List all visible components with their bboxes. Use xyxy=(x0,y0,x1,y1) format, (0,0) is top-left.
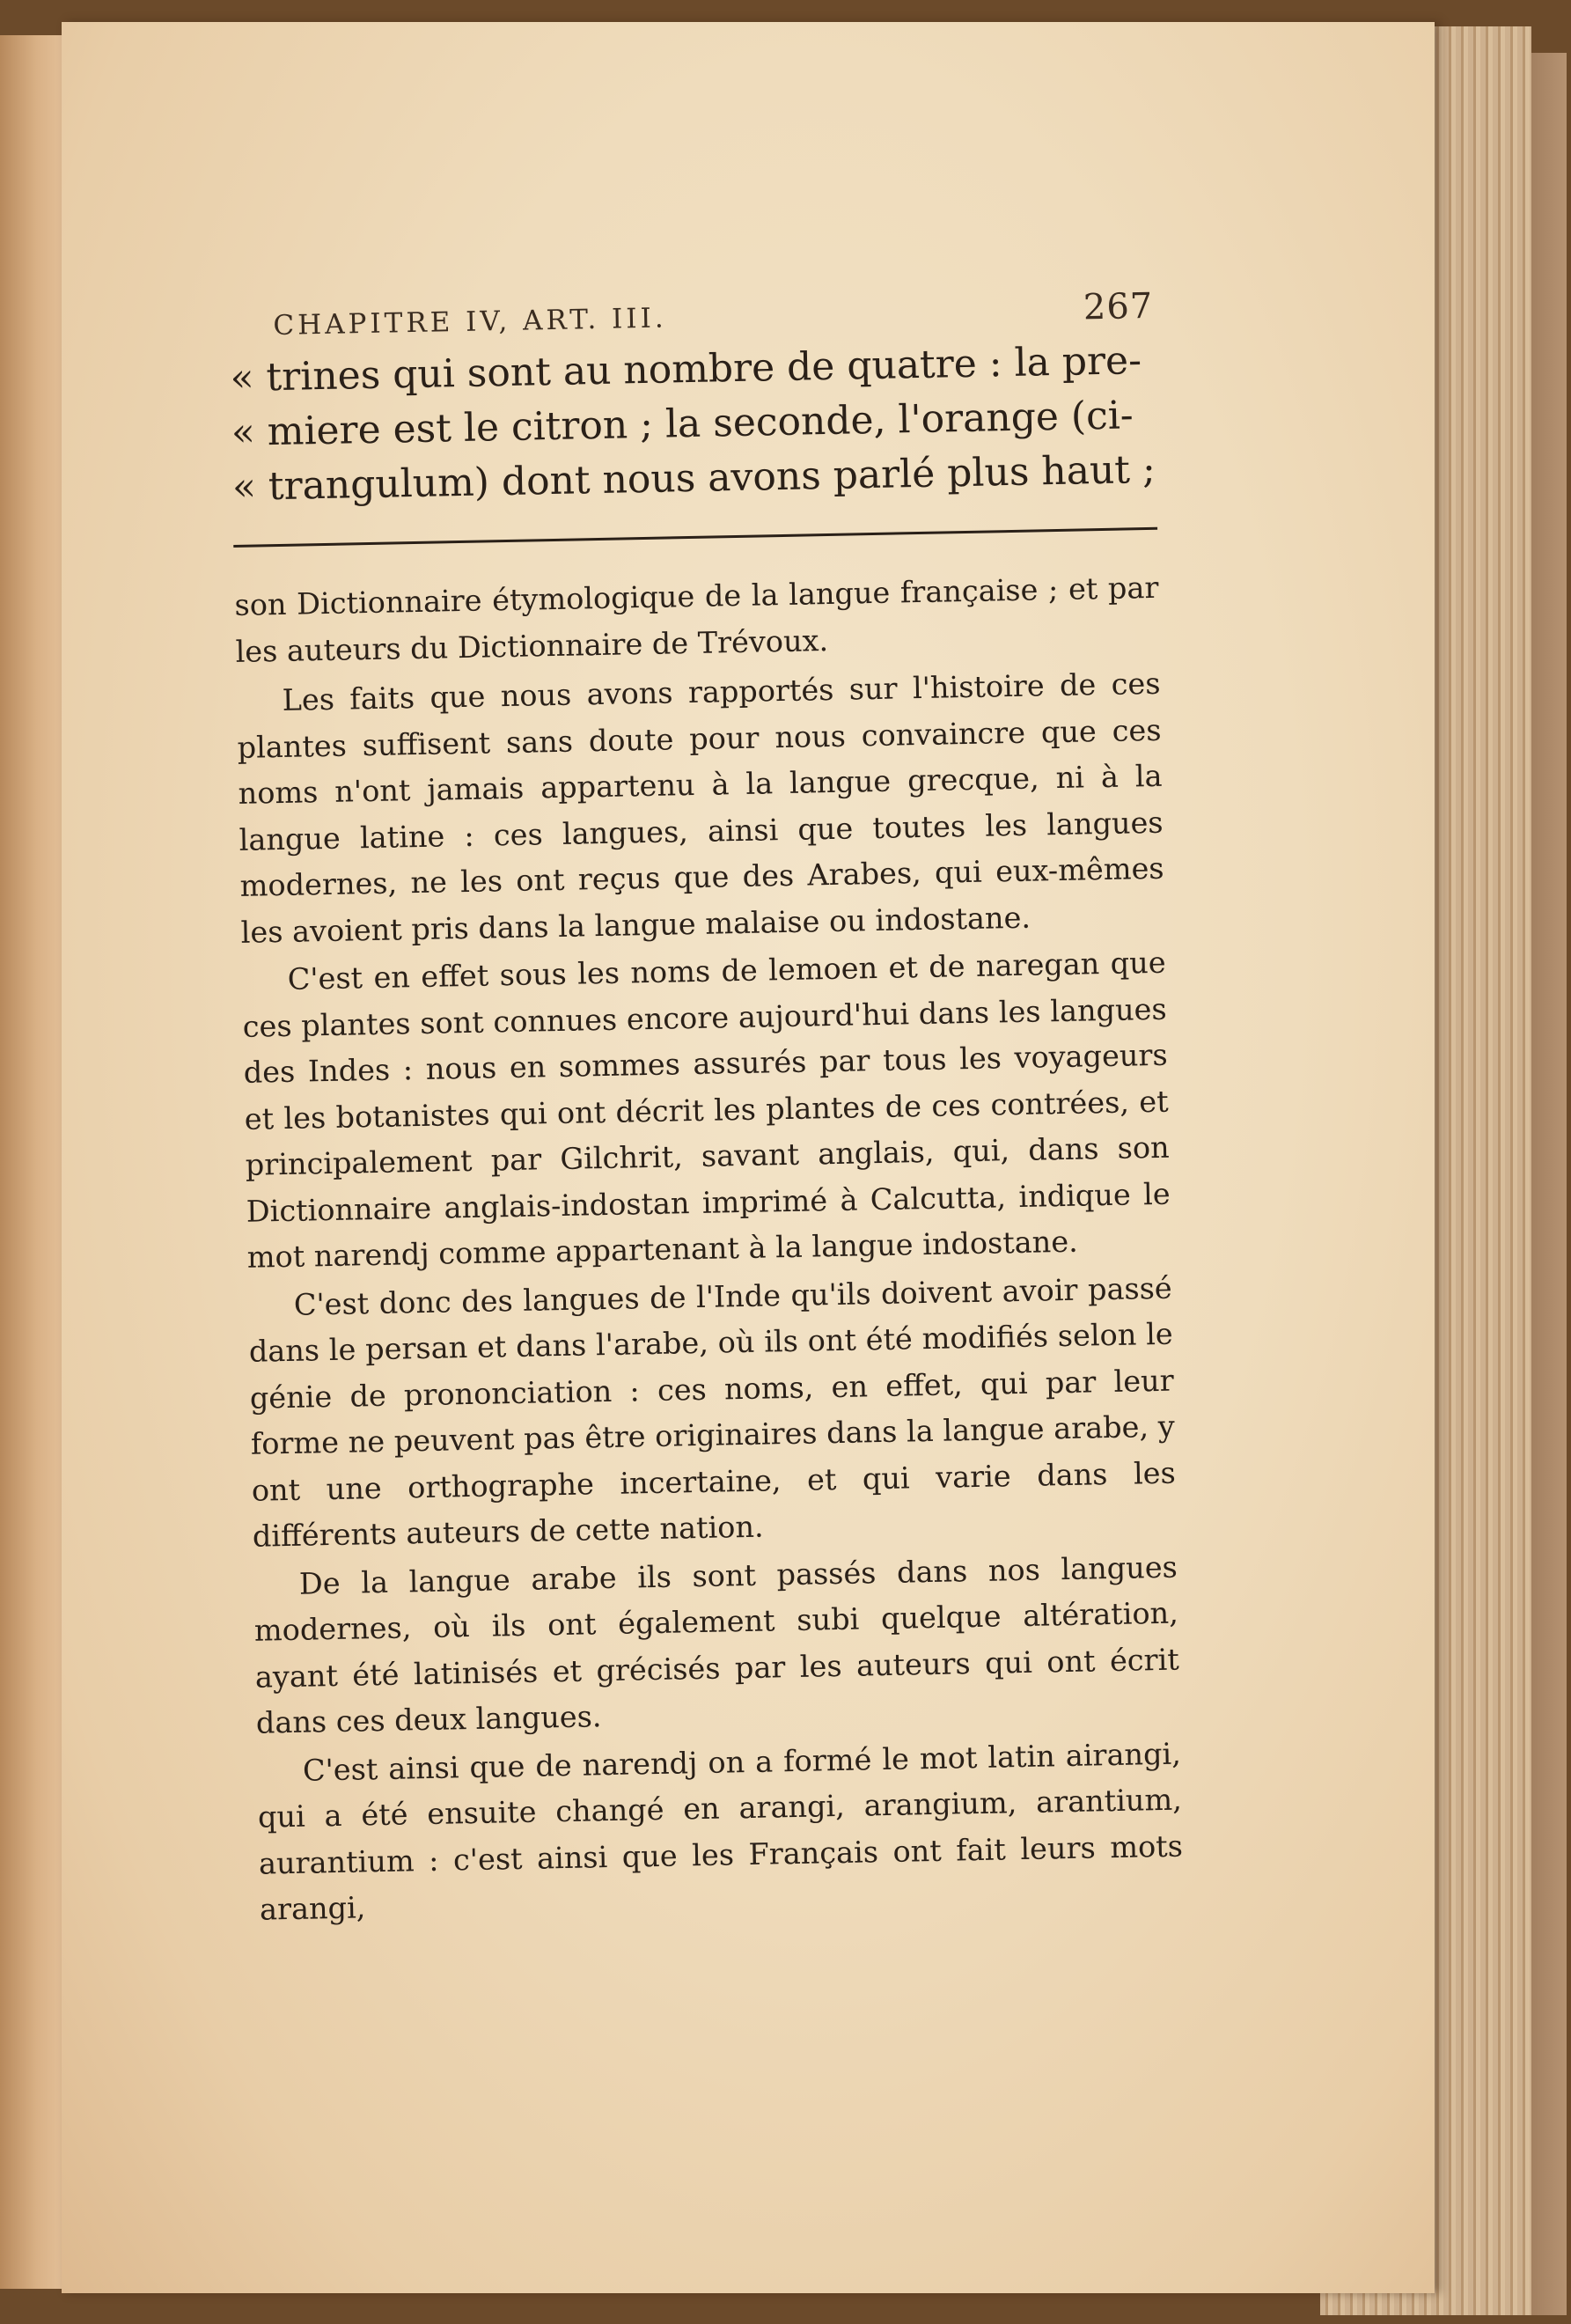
quote-line: « miere est le citron ; la seconde, l'orange (ci- xyxy=(231,393,1134,455)
note-paragraph: Les faits que nous avons rapportés sur l'histoire de ces plantes suffisent sans doute pour nous convaincre que ces noms n'ont jamais appartenu à la langue grecque, ni à la langue latine : ces langues, ainsi que toutes les langues modernes, ne les ont reçus que des Arabes, qui eux-mêmes les avoient pris dans la langue malaise ou indostane. xyxy=(237,666,1164,950)
page-number: 267 xyxy=(1083,285,1154,328)
page-text-block xyxy=(229,286,1184,1935)
note-paragraph: son Dictionnaire étymologique de la langue française ; et par les auteurs du Dictionnaire de Trévoux. xyxy=(234,570,1159,669)
quote-line: « trangulum) dont nous avons parlé plus haut ; xyxy=(231,446,1156,510)
quote-line: « trines qui sont au nombre de quatre : la pre- xyxy=(230,338,1142,401)
footnote-body xyxy=(234,565,1184,1933)
note-paragraph: C'est ainsi que de narendj on a formé le mot latin airangi, qui a été ensuite changé en arangi, arangium, arantium, aurantium : c'est ainsi que les Français ont fait leurs mots arangi, xyxy=(257,1736,1184,1927)
footnote-rule xyxy=(233,527,1157,548)
quoted-passage xyxy=(230,334,1156,515)
running-head: CHAPITRE IV, ART. III. xyxy=(273,302,668,342)
note-paragraph: C'est donc des langues de l'Inde qu'ils doivent avoir passé dans le persan et dans l'arabe, où ils ont été modifiés selon le génie de prononciation : ces noms, en effet, qui par leur forme ne peuvent pas être originaires dans la langue arabe, y ont une orthographe incertaine, et qui varie dans les différents auteurs de cette nation. xyxy=(248,1270,1177,1554)
note-paragraph: C'est en effet sous les noms de lemoen et de naregan que ces plantes sont connues encore aujourd'hui dans les langues des Indes : nous en sommes assurés par tous les voyageurs et les botanistes qui ont décrit les plantes de ces contrées, et principalement par Gilchrit, savant anglais, qui, dans son Dictionnaire anglais-indostan imprimé à Calcutta, indique le mot narendj comme appartenant à la langue indostane. xyxy=(242,945,1171,1275)
book-page xyxy=(62,22,1435,2293)
note-paragraph: De la langue arabe ils sont passés dans nos langues modernes, où ils ont également subi quelque altération, ayant été latinisés et grécisés par les auteurs qui ont écrit dans ces deux langues. xyxy=(253,1549,1180,1740)
